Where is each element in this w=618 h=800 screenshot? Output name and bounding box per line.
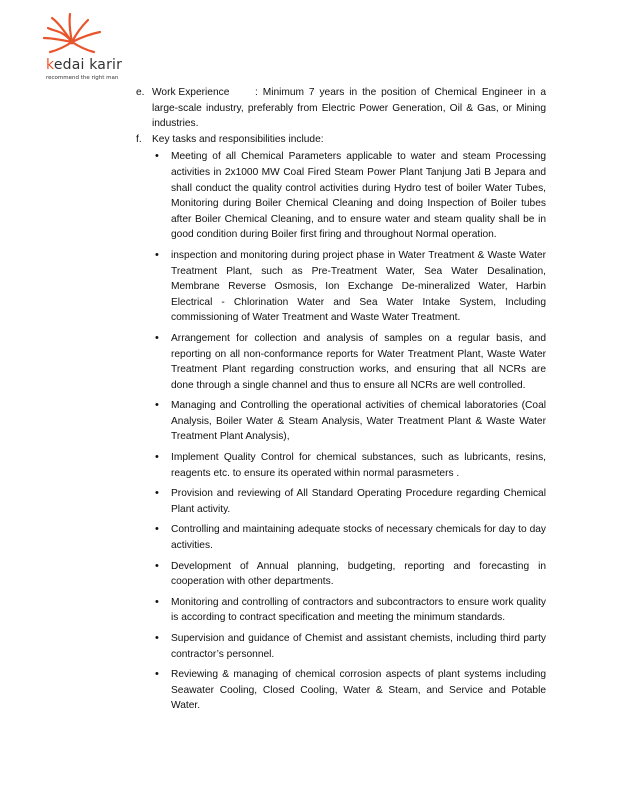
task-item: • Arrangement for collection and analysis of samples on a regular basis, and reporting on all non-conformance reports for Water Treatment Plant, Waste Water Treatment Plant regarding construction works, and ensuring that all NCRs are done through a single channel and thus to ensure all NCRs are well controlled. — [152, 331, 546, 393]
task-item: • Supervision and guidance of Chemist and assistant chemists, including third party contractor’s personnel. — [152, 631, 546, 662]
key-tasks-section — [136, 132, 546, 714]
work-experience-label: Work Experience — [152, 87, 230, 98]
logo-initial: k — [46, 57, 54, 73]
section-marker-f: f. — [136, 133, 142, 145]
section-marker-e: e. — [136, 87, 145, 98]
work-experience-section — [136, 85, 546, 132]
company-logo — [40, 12, 135, 82]
logo-wordmark — [46, 57, 122, 73]
work-experience-text: : Minimum 7 years in the position of Chemical Engineer in a large-scale industry, preferably from Electric Power Generation, Oil & Gas, or Mining industries. — [152, 87, 546, 130]
task-item: • Implement Quality Control for chemical substances, such as lubricants, resins, reagents etc. to ensure its operated within normal parasmeters . — [152, 450, 546, 481]
flower-logo-icon — [40, 12, 110, 60]
task-item: • inspection and monitoring during project phase in Water Treatment & Waste Water Treatment Plant, such as Pre-Treatment Water, Sea Water Desalination, Membrane Reverse Osmosis, Ion Exchange De-mineralized Water, Harbin Electrical - Chlorination Water and Sea Water Intake System, Including commissioning of Water Treatment and Waste Water Treatment. — [152, 248, 546, 326]
document-body — [136, 85, 546, 719]
task-item: • Development of Annual planning, budgeting, reporting and forecasting in cooperation with other departments. — [152, 559, 546, 590]
task-item: • Reviewing & managing of chemical corrosion aspects of plant systems including Seawater Cooling, Closed Cooling, Water & Steam, and Service and Potable Water. — [152, 667, 546, 714]
task-item: • Managing and Controlling the operational activities of chemical laboratories (Coal Analysis, Boiler Water & Steam Analysis, Water Treatment Plant & Waste Water Treatment Plant Analysis), — [152, 398, 546, 445]
task-item: • Provision and reviewing of All Standard Operating Procedure regarding Chemical Plant activity. — [152, 486, 546, 517]
logo-name-rest: edai karir — [53, 57, 123, 73]
logo-tagline: recommend the right man — [46, 75, 119, 81]
key-tasks-heading: Key tasks and responsibilities include: — [152, 133, 324, 145]
task-list — [152, 149, 546, 714]
task-item: • Monitoring and controlling of contractors and subcontractors to ensure work quality is according to contract specification and meeting the minimum standards. — [152, 595, 546, 626]
task-item: • Controlling and maintaining adequate stocks of necessary chemicals for day to day activities. — [152, 522, 546, 553]
work-experience-paragraph — [152, 85, 546, 132]
task-item: • Meeting of all Chemical Parameters applicable to water and steam Processing activities in 2x1000 MW Coal Fired Steam Power Plant Tanjung Jati B Jepara and shall conduct the quality control activities during Hydro test of boiler Water Tubes, Monitoring during Boiler Chemical Cleaning and doing Inspection of Boiler tubes after Boiler Chemical Cleaning, and to ensure water and steam quality shall be in good condition during Boiler first firing and throughout Normal operation. — [152, 149, 546, 243]
